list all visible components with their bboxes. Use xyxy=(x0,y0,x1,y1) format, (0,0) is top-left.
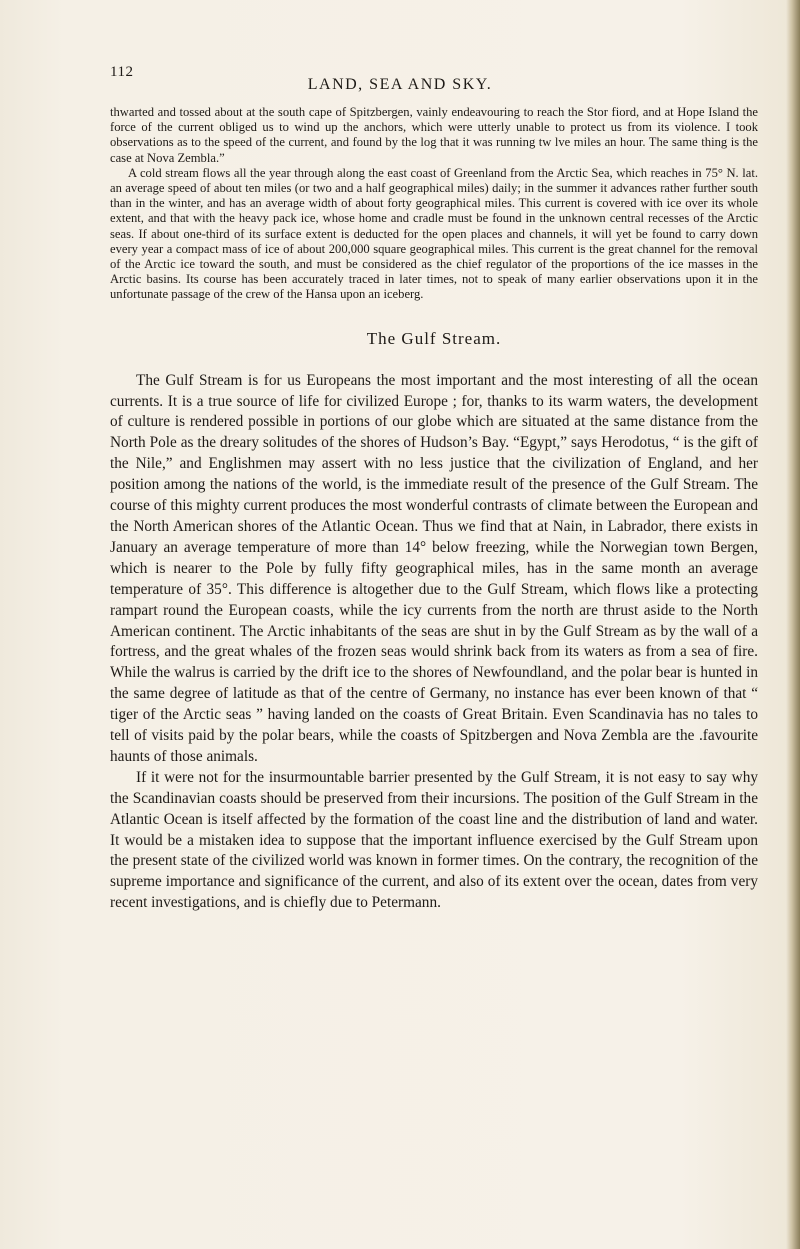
running-title: LAND, SEA AND SKY. xyxy=(307,76,493,93)
section-text xyxy=(110,371,758,915)
section-heading: The Gulf Stream. xyxy=(366,328,502,348)
paragraph-barrier: If it were not for the insurmountable barrier presented by the Gulf Stream, it is not easy to say why the Scandinavian coasts should be preserved from their incursions. The position of the Gulf Stream in the Atlantic Ocean is itself affected by the formation of the coast line and the distribution of land and water. It would be a mistaken idea to suppose that the important influence exercised by the Gulf Stream upon the present state of the civilized world was known in former times. On the contrary, the recognition of the supreme importance and significance of the current, and also of its extent over the ocean, dates from very recent investigations, and is chiefly due to Petermann. xyxy=(110,768,758,912)
page-edge-shadow xyxy=(786,0,800,1249)
page-body xyxy=(110,105,758,914)
paragraph-greenland-current: A cold stream flows all the year through along the east coast of Greenland from the Arctic Sea, which reaches in 75° N. lat. an average speed of about ten miles (or two and a half geographical miles) daily; in the summer it advances rather further south than in the winter, and has an average width of about forty geographical miles. This current is covered with ice over its whole extent, and that with the heavy pack ice, whose home and cradle must be found in the unknown central recesses of the Arctic seas. If about one-third of its surface extent is deducted for the open places and channels, it will yet be found to carry down every year a compact mass of ice of about 200,000 square geographical miles. This current is the great channel for the removal of the Arctic ice toward the south, and must be considered as the chief regulator of the proportions of the ice masses in the Arctic basins. Its course has been accurately traced in later times, not to speak of many earlier observations upon it in the unfortunate passage of the crew of the Hansa upon an iceberg. xyxy=(110,165,758,302)
page-number: 112 xyxy=(110,64,134,80)
paragraph-continued: thwarted and tossed about at the south cape of Spitzbergen, vainly endeavouring to reach the Stor fiord, and at Hope Island the force of the current obliged us to wind up the anchors, which were utterly unable to protect us from its violence. I took observations as to the speed of the current, and found by the log that it was running tw lve miles an hour. The same thing is the case at Nova Zembla.” xyxy=(110,105,758,165)
paragraph-gulf-stream: The Gulf Stream is for us Europeans the most important and the most interesting of all the ocean currents. It is a true source of life for civilized Europe ; for, thanks to its warm waters, the development of culture is rendered possible in portions of our globe which are situated at the same distance from the North Pole as the dreary solitudes of the shores of Hudson’s Bay. “Egypt,” says Herodotus, “ is the gift of the Nile,” and Englishmen may assert with no less justice that the civilization of England, and her position among the nations of the world, is the immediate result of the presence of the Gulf Stream. The course of this mighty current produces the most wonderful contrasts of climate between the European and the North American shores of the Atlantic Ocean. Thus we find that at Nain, in Labrador, there exists in January an average temperature of more than 14° below freezing, while the Norwegian town Bergen, which is nearer to the Pole by fully fifty geographical miles, has in the same month an average temperature of 35°. This difference is altogether due to the Gulf Stream, which flows like a protecting rampart round the European coasts, while the icy currents from the north are thrust aside to the North American continent. The Arctic inhabitants of the seas are shut in by the Gulf Stream as by the wall of a fortress, and the great whales of the frozen seas would shrink back from its waters as from a sea of fire. While the walrus is carried by the drift ice to the shores of Newfoundland, and the polar bear is hunted in the same degree of latitude as that of the centre of Germany, no instance has ever been known of that “ tiger of the Arctic seas ” having landed on the coasts of Great Britain. Even Scandinavia has no tales to tell of visits paid by the polar bears, while the coasts of Spitzbergen and Nova Zembla are the .favourite haunts of those animals. xyxy=(110,371,758,765)
intro-text xyxy=(110,105,758,303)
